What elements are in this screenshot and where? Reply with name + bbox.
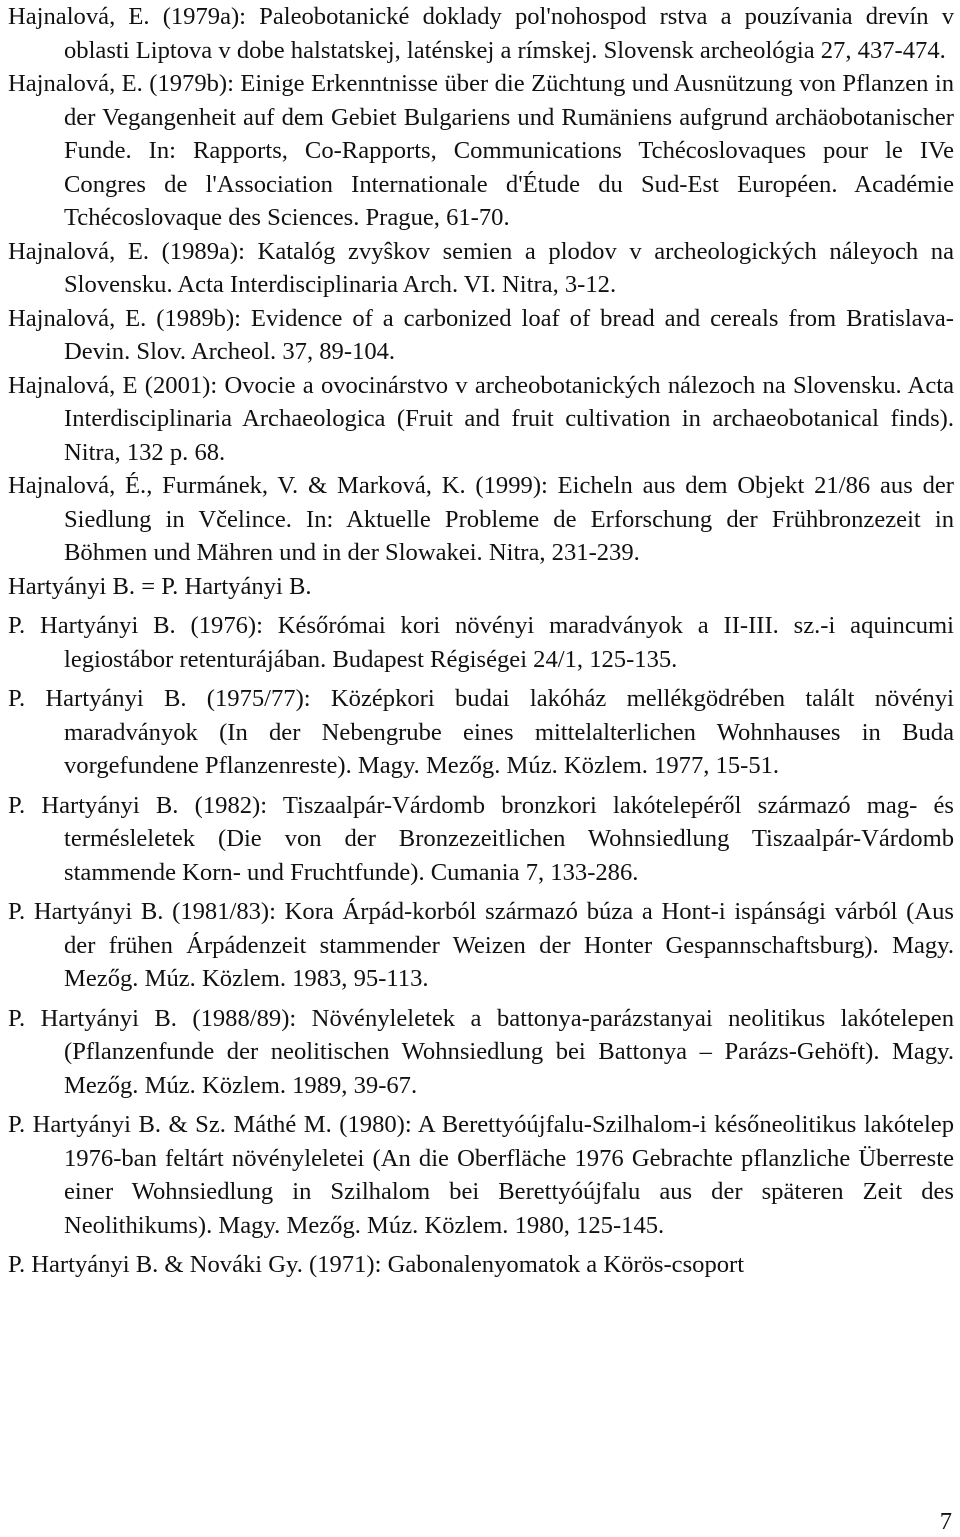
reference-entry: P. Hartyányi B. & Sz. Máthé M. (1980): A Berettyóújfalu-Szilhalom-i későneolitikus lakótelep 1976-ban feltárt növényleletei (An die Oberfläche 1976 Gebrachte pflanzliche Überreste einer Wohnsiedlung in Szilhalom bei Berettyóújfalu aus der späteren Zeit des Neolithikums). Magy. Mezőg. Múz. Közlem. 1980, 125-145. bbox=[8, 1111, 954, 1239]
reference-entry: P. Hartyányi B. (1975/77): Középkori budai lakóház mellékgödrében talált növényi maradványok (In der Nebengrube eines mittelalterlichen Wohnhauses in Buda vorgefundene Pflanzenreste). Magy. Mezőg. Múz. Közlem. 1977, 15-51. bbox=[8, 685, 954, 779]
reference-entry: Hajnalová, E (2001): Ovocie a ovocinárstvo v archeobotanických nálezoch na Slovensku. Acta Interdisciplinaria Archaeologica (Fruit and fruit cultivation in archaeobotanical finds). Nitra, 132 p. 68. bbox=[8, 371, 954, 466]
reference-entry: Hajnalová, E. (1979b): Einige Erkenntnisse über die Züchtung und Ausnützung von Pflanzen in der Vegangenheit auf dem Gebiet Bulgariens und Rumäniens aufgrund archäobotanischer Funde. In: Rapports, Co-Rapports, Communications Tchécoslovaques pour le IVe Congres de l'Association Internationale d'Étude du Sud-Est Européen. Académie Tchécoslovaque des Sciences. Prague, 61-70. bbox=[8, 70, 954, 231]
reference-entry: Hajnalová, E. (1989a): Katalóg zvyŝkov semien a plodov v archeologických náleyoch na Slovensku. Acta Interdisciplinaria Arch. VI. Nitra, 3-12. bbox=[8, 237, 954, 298]
reference-entry: P. Hartyányi B. & Nováki Gy. (1971): Gabonalenyomatok a Körös-csoport bbox=[8, 1251, 745, 1278]
reference-entry: Hartyányi B. = P. Hartyányi B. bbox=[8, 572, 312, 600]
reference-entry: Hajnalová, E. (1989b): Evidence of a carbonized loaf of bread and cereals from Bratislava-Devin. Slov. Archeol. 37, 89-104. bbox=[8, 304, 954, 365]
reference-entry: Hajnalová, É., Furmánek, V. & Marková, K. (1999): Eicheln aus dem Objekt 21/86 aus der Siedlung in Včelince. In: Aktuelle Probleme de Erforschung der Frühbronzezeit in Böhmen und Mähren und in der Slowakei. Nitra, 231-239. bbox=[8, 472, 954, 566]
page-number: 7 bbox=[939, 1508, 952, 1535]
reference-list bbox=[8, 0, 954, 1282]
reference-entry: P. Hartyányi B. (1976): Későrómai kori növényi maradványok a II-III. sz.-i aquincumi legiostábor retenturájában. Budapest Régiségei 24/1, 125-135. bbox=[8, 612, 954, 673]
reference-entry: P. Hartyányi B. (1982): Tiszaalpár-Várdomb bronzkori lakótelepéről származó mag- és termésleletek (Die von der Bronzezeitlichen Wohnsiedlung Tiszaalpár-Várdomb stammende Korn- und Fruchtfunde). Cumania 7, 133-286. bbox=[8, 791, 954, 886]
reference-entry: P. Hartyányi B. (1981/83): Kora Árpád-korból származó búza a Hont-i ispánsági várból (Aus der frühen Árpádenzeit stammender Weizen der Honter Gespannschaftsburg). Magy. Mezőg. Múz. Közlem. 1983, 95-113. bbox=[8, 898, 954, 992]
reference-entry: P. Hartyányi B. (1988/89): Növényleletek a battonya-parázstanyai neolitikus lakótelepen (Pflanzenfunde der neolitischen Wohnsiedlung bei Battonya – Parázs-Gehöft). Magy. Mezőg. Múz. Közlem. 1989, 39-67. bbox=[8, 1004, 954, 1099]
reference-entry: Hajnalová, E. (1979a): Paleobotanické doklady pol'nohospod rstva a pouzívania drevín v oblasti Liptova v dobe halstatskej, laténskej a rímskej. Slovensk archeológia 27, 437-474. bbox=[8, 3, 954, 64]
